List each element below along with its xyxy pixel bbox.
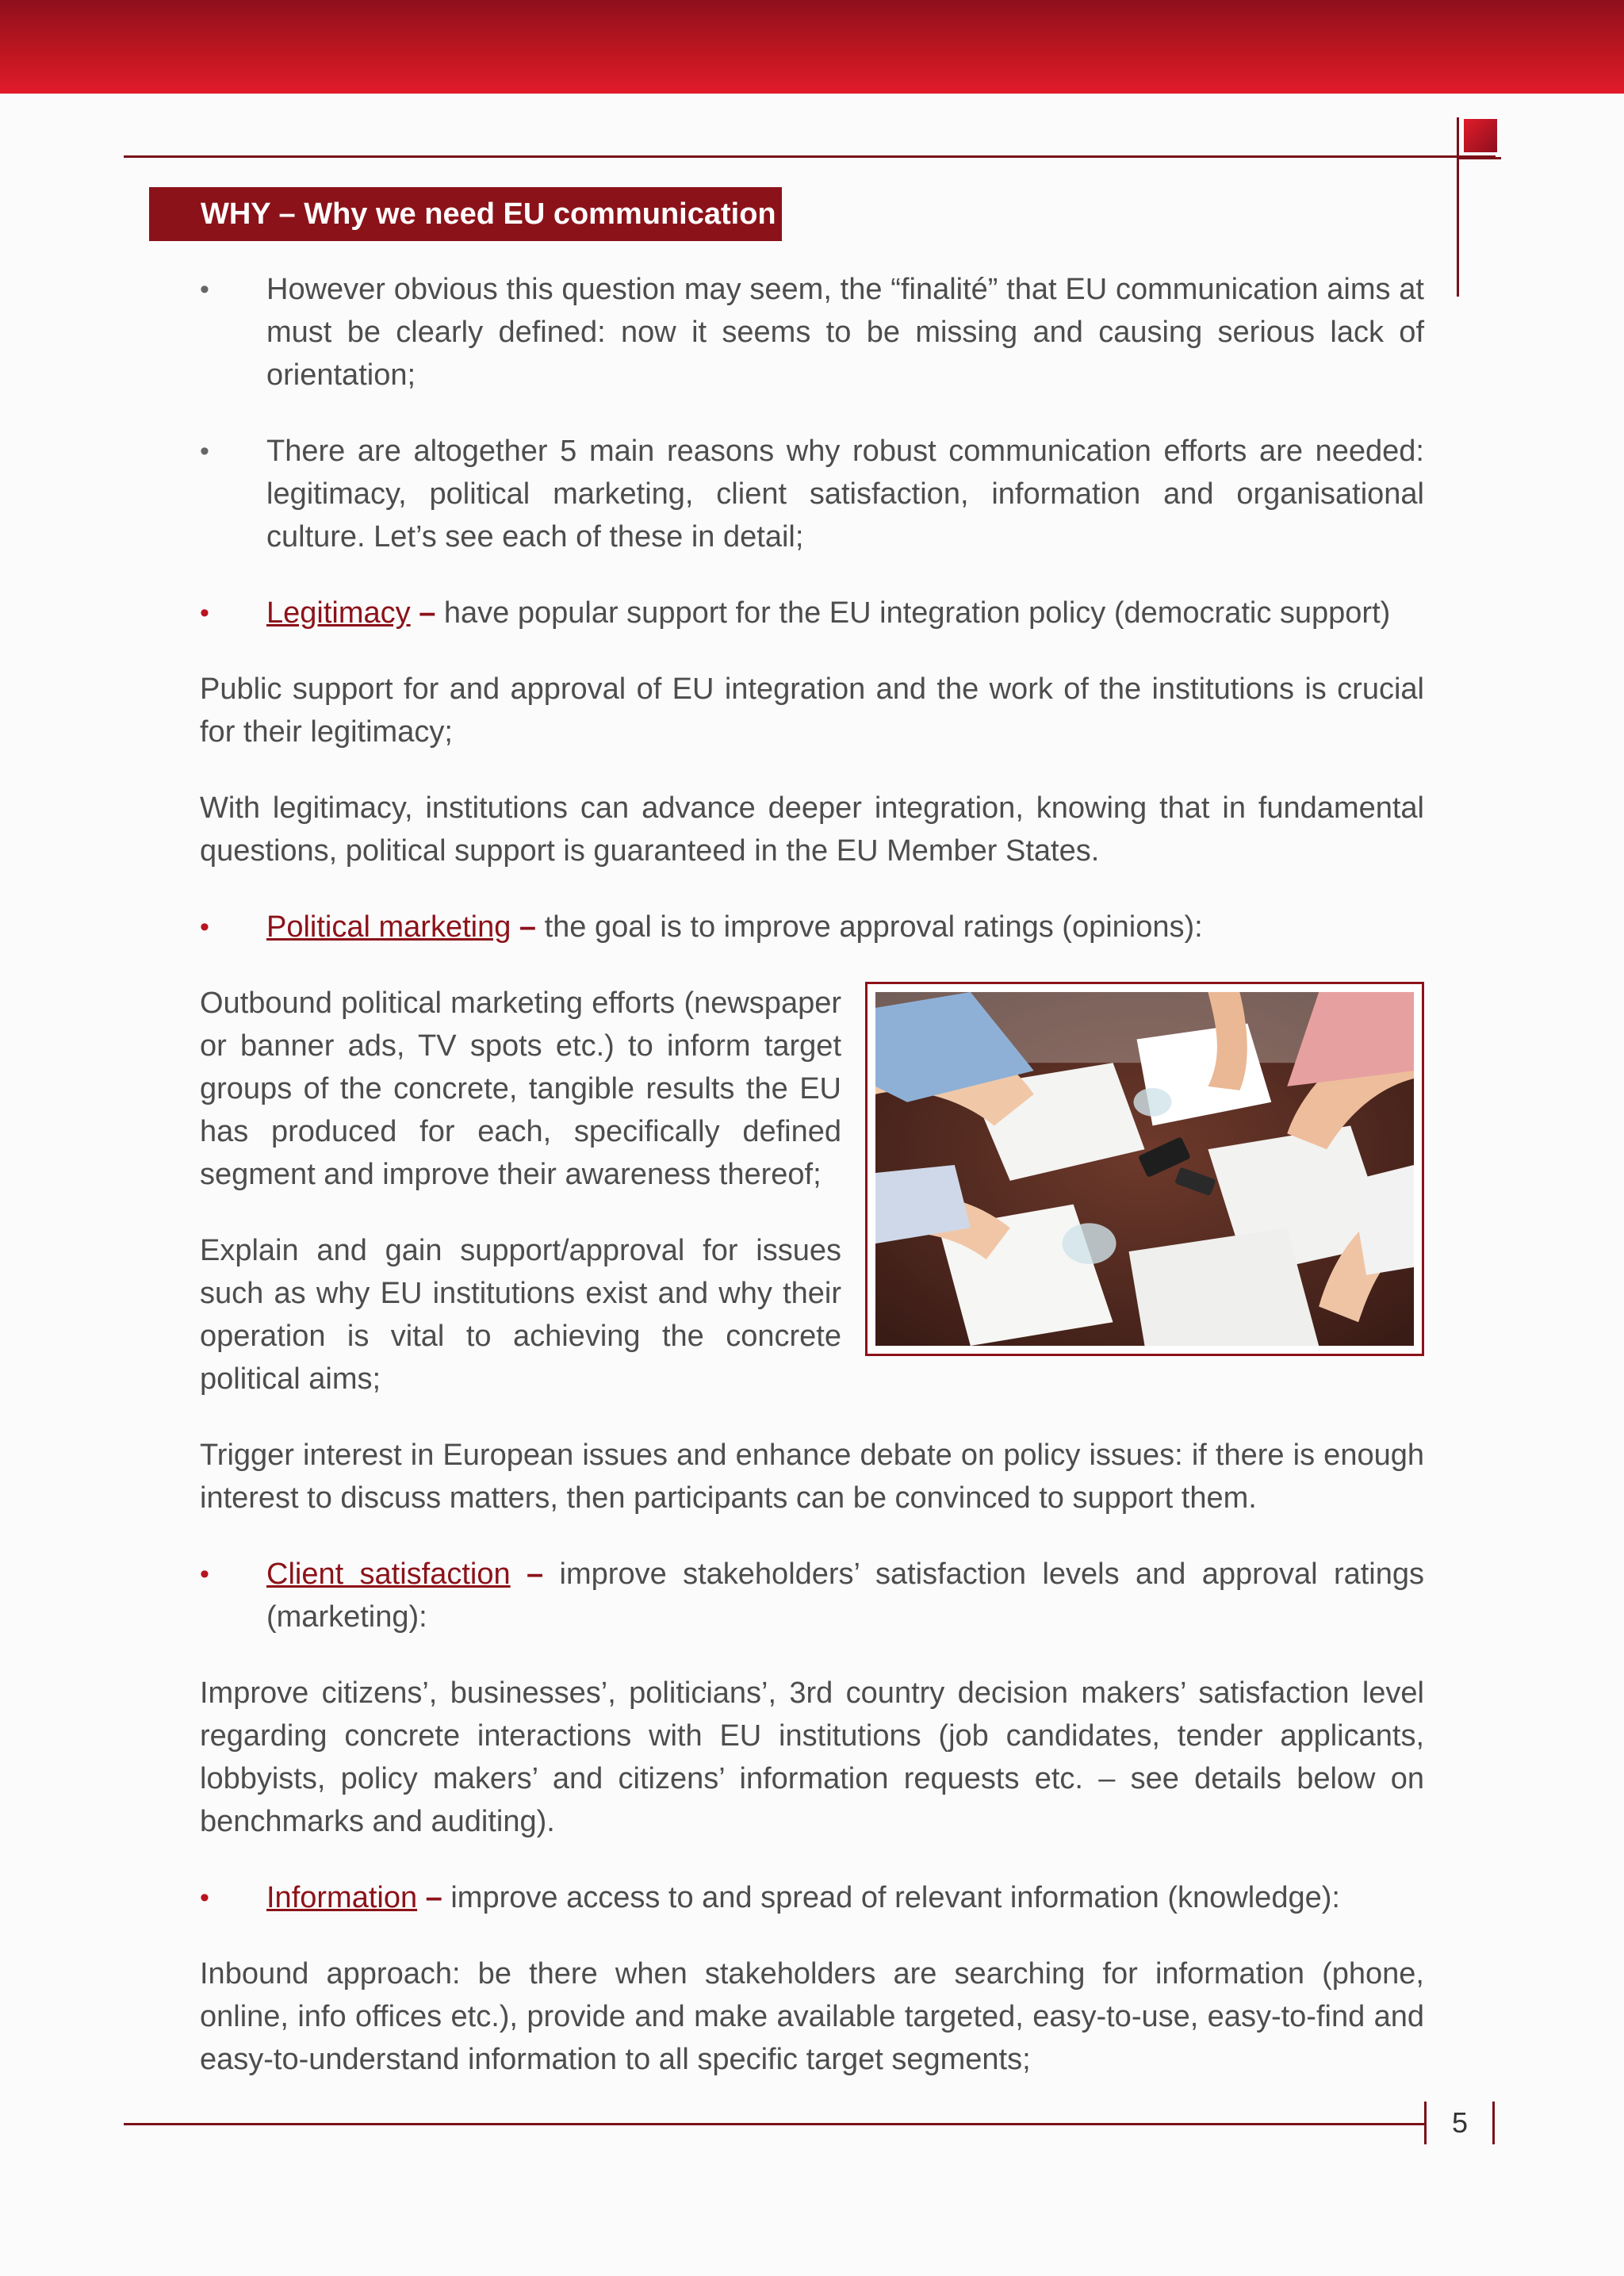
- bullet-information: [200, 1876, 1424, 1919]
- meeting-photo: [865, 982, 1424, 1356]
- political-marketing-dash: –: [519, 910, 537, 944]
- top-divider: [124, 155, 1496, 158]
- political-marketing-paragraph-1: Outbound political marketing efforts (newspaper or banner ads, TV spots etc.) to inform target groups of the concrete, tangible results the EU has produced for each, specifically defined segment and improve their awareness thereof;: [200, 987, 841, 1191]
- legitimacy-dash: –: [419, 596, 436, 630]
- bullet-dot: •: [200, 912, 209, 942]
- information-desc: improve access to and spread of relevant information (knowledge):: [442, 1881, 1340, 1914]
- information-dash: –: [425, 1881, 442, 1914]
- client-satisfaction-term: Client satisfaction: [266, 1558, 511, 1591]
- corner-horizontal-line: [1457, 157, 1501, 159]
- legitimacy-desc: have popular support for the EU integration policy (democratic support): [435, 596, 1391, 630]
- bullet-dot: •: [200, 1559, 209, 1589]
- legitimacy-paragraph-2: With legitimacy, institutions can advance deeper integration, knowing that in fundamental questions, political support is guaranteed in the EU Member States.: [200, 791, 1424, 868]
- information-paragraph-1: Inbound approach: be there when stakeholders are searching for information (phone, online, info offices etc.), provide and make available targeted, easy-to-use, easy-to-find and easy-to-understand information to all specific target segments;: [200, 1957, 1424, 2076]
- legitimacy-term: Legitimacy: [266, 596, 411, 630]
- political-marketing-term: Political marketing: [266, 910, 511, 944]
- bullet-reasons: [200, 430, 1424, 558]
- bullet-intro-text: However obvious this question may seem, the “finalité” that EU communication aims at must be clearly defined: now it seems to be missing and causing serious lack of orientation;: [266, 273, 1424, 392]
- section-title: WHY – Why we need EU communication: [149, 187, 782, 241]
- page-number: 5: [1451, 2106, 1469, 2139]
- meeting-photo-illustration: [875, 992, 1414, 1346]
- bullet-dot: •: [200, 274, 209, 305]
- political-marketing-paragraph-3: Trigger interest in European issues and enhance debate on policy issues: if there is enough interest to discuss matters, then participants can be convinced to support them.: [200, 1439, 1424, 1515]
- bullet-legitimacy: [200, 592, 1424, 634]
- page-content: [200, 268, 1424, 2114]
- bullet-dot: •: [200, 1883, 209, 1913]
- client-satisfaction-paragraph-1: Improve citizens’, businesses’, politicians’, 3rd country decision makers’ satisfaction level regarding concrete interactions with EU institutions (job candidates, tender applicants, lobbyists, policy makers’ and citizens’ information requests etc. – see details below on benchmarks and auditing).: [200, 1676, 1424, 1838]
- bullet-political-marketing: [200, 906, 1424, 948]
- bullet-client-satisfaction: [200, 1553, 1424, 1638]
- page-number-right-tick: [1492, 2102, 1495, 2144]
- client-satisfaction-desc: improve stakeholders’ satisfaction levels and approval ratings (marketing):: [266, 1558, 1424, 1634]
- political-marketing-paragraph-2: Explain and gain support/approval for issues such as why EU institutions exist and why their operation is vital to achieving the concrete political aims;: [200, 1234, 841, 1396]
- corner-square-ornament: [1464, 119, 1497, 152]
- corner-vertical-line: [1457, 117, 1459, 297]
- information-term: Information: [266, 1881, 418, 1914]
- bullet-dot: •: [200, 436, 209, 466]
- client-satisfaction-dash: –: [527, 1558, 544, 1591]
- bullet-intro: [200, 268, 1424, 397]
- legitimacy-paragraph-1: Public support for and approval of EU integration and the work of the institutions is crucial for their legitimacy;: [200, 672, 1424, 749]
- bullet-dot: •: [200, 598, 209, 628]
- bullet-reasons-text: There are altogether 5 main reasons why robust communication efforts are needed: legitimacy, political marketing, client satisfaction, information and organisational culture. Let’s see each of these in detail;: [266, 435, 1424, 554]
- bottom-divider: [124, 2123, 1424, 2125]
- top-banner: [0, 0, 1624, 94]
- political-marketing-desc: the goal is to improve approval ratings (opinions):: [536, 910, 1203, 944]
- page-number-left-tick: [1424, 2102, 1427, 2144]
